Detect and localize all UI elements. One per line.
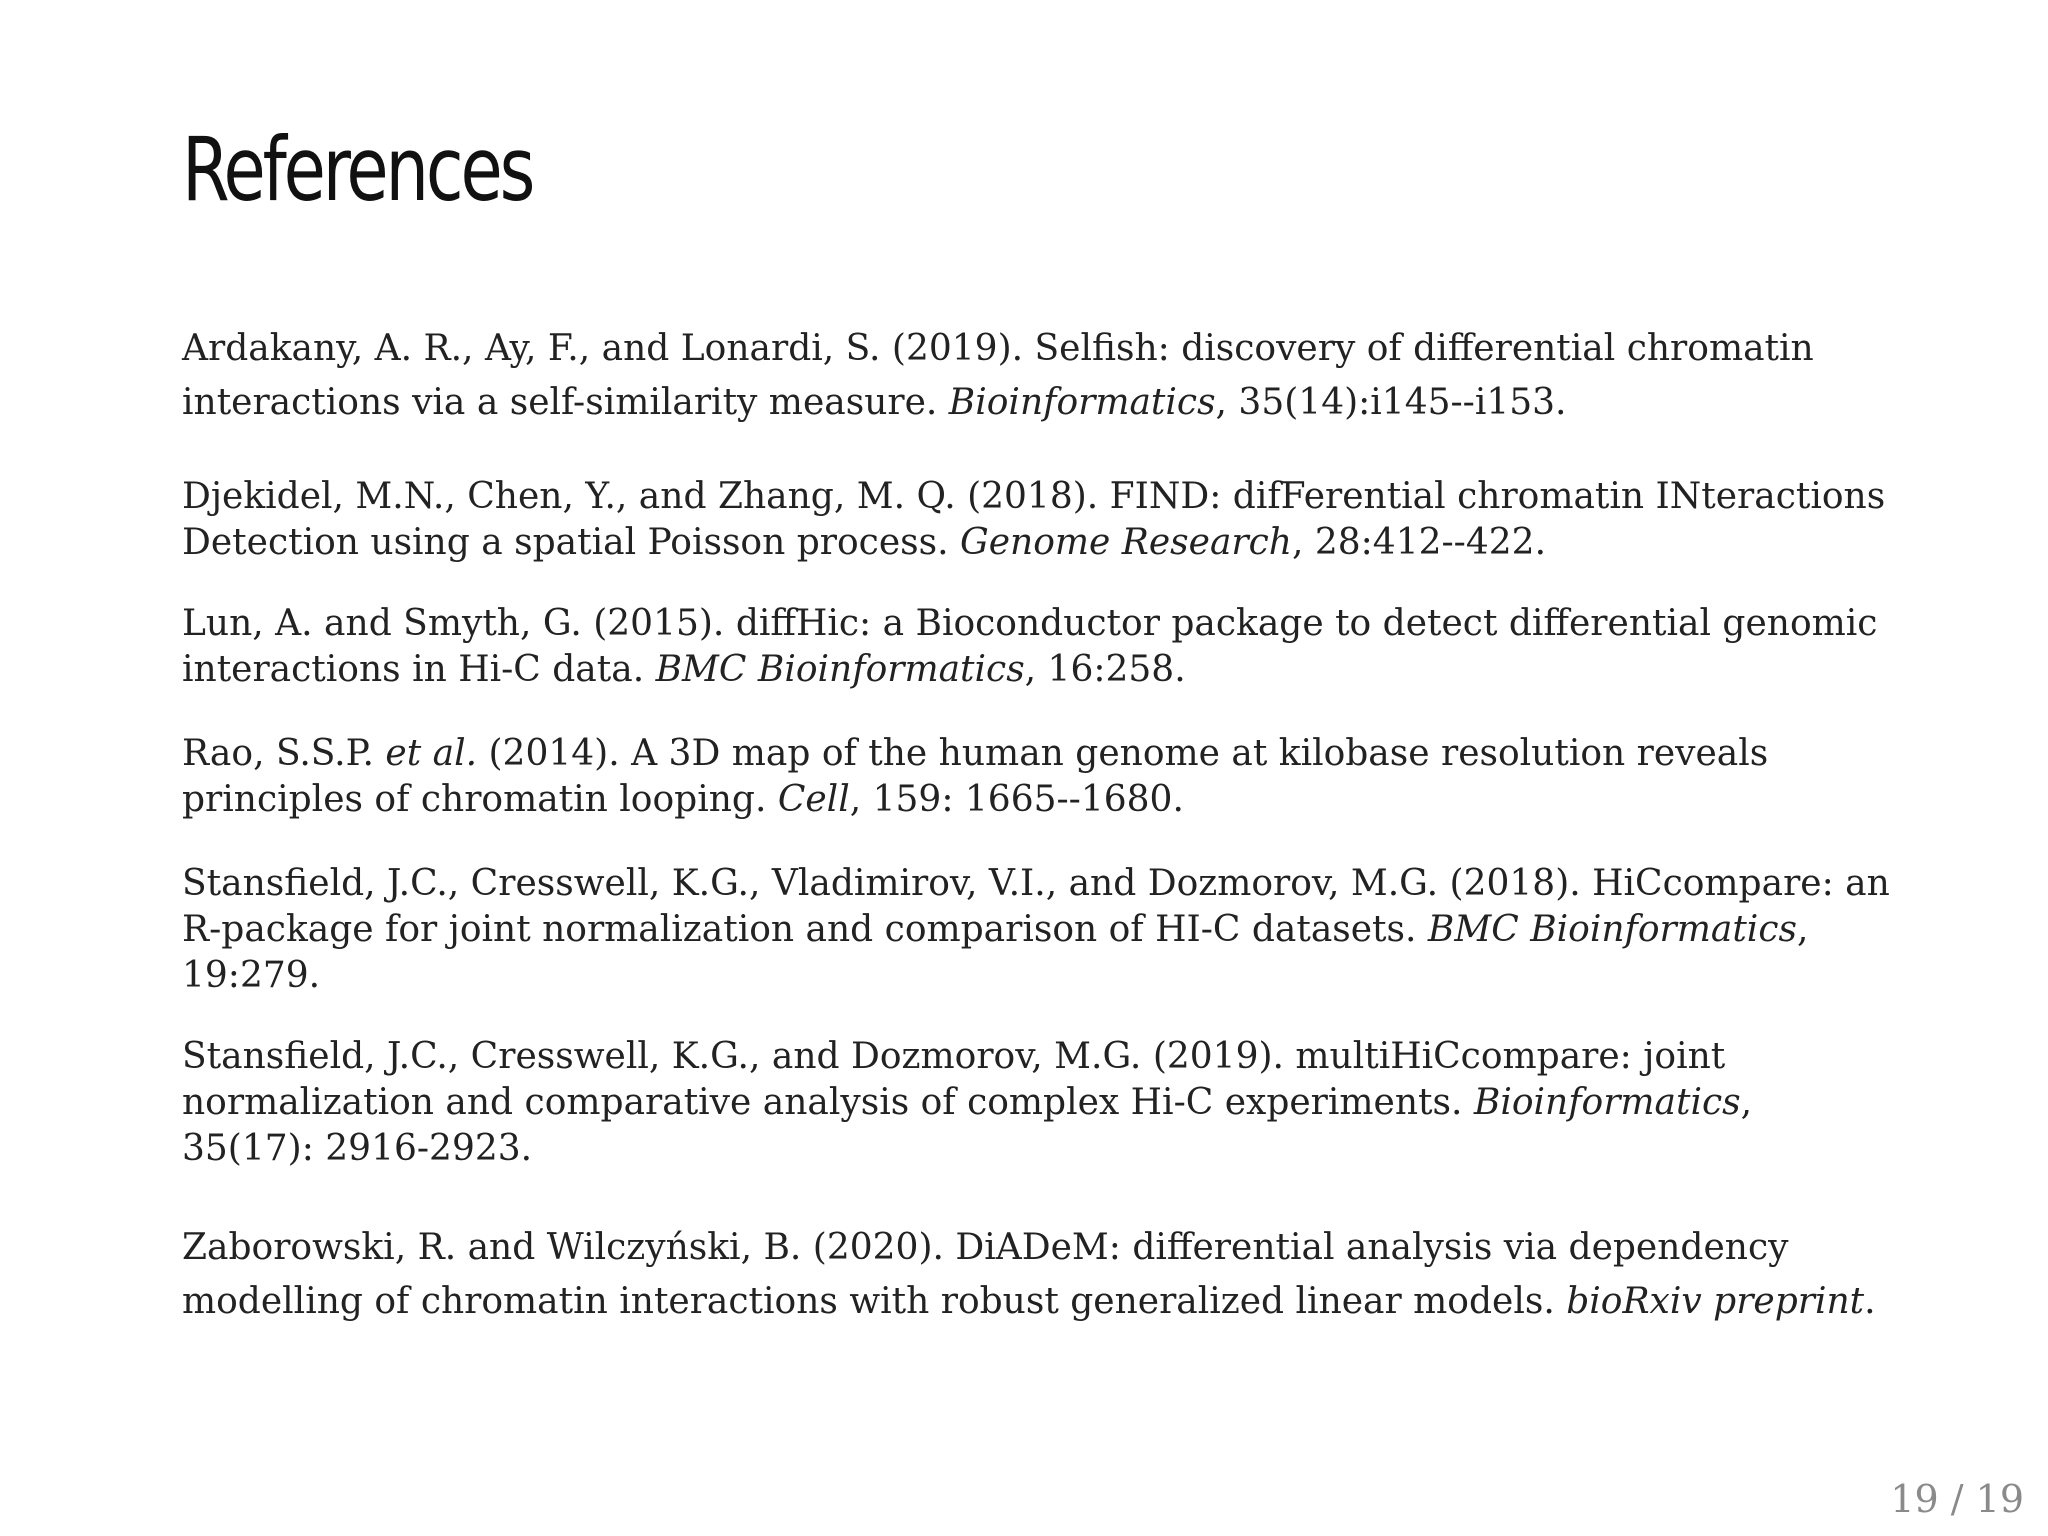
reference-text: Detection using a spatial Poisson process. <box>182 522 960 563</box>
reference-citation: , 159: 1665--1680. <box>849 779 1184 820</box>
reference-entry-djekidel <box>182 474 1902 566</box>
reference-line <box>182 1080 1902 1126</box>
reference-citation: , <box>1796 909 1809 950</box>
reference-line: 35(17): 2916-2923. <box>182 1128 533 1169</box>
reference-line <box>182 520 1902 566</box>
reference-line <box>182 647 1902 693</box>
reference-entry-stansfield-2018 <box>182 861 1902 999</box>
reference-line: Stansfield, J.C., Cresswell, K.G., and Dozmorov, M.G. (2019). multiHiCcompare: joint <box>182 1036 1726 1077</box>
reference-line: 19:279. <box>182 955 321 996</box>
et-al: et al. <box>385 733 478 774</box>
page-number: 19 / 19 <box>1890 1477 2024 1521</box>
reference-citation: , 16:258. <box>1024 649 1186 690</box>
journal-name: Bioinformatics <box>948 382 1216 423</box>
reference-citation: , <box>1740 1082 1753 1123</box>
reference-line <box>182 731 1902 777</box>
reference-line <box>182 777 1902 823</box>
journal-name: Bioinformatics <box>1473 1082 1741 1123</box>
journal-name: BMC Bioinformatics <box>655 649 1025 690</box>
reference-text: normalization and comparative analysis of complex Hi-C experiments. <box>182 1082 1474 1123</box>
reference-entry-stansfield-2019 <box>182 1034 1902 1172</box>
reference-line: Zaborowski, R. and Wilczyński, B. (2020). DiADeM: differential analysis via dependency <box>182 1227 1789 1268</box>
reference-line: Ardakany, A. R., Ay, F., and Lonardi, S. (2019). Selfish: discovery of differential chromatin <box>182 328 1814 369</box>
reference-citation: , 35(14):i145--i153. <box>1215 382 1567 423</box>
slide-title: References <box>182 118 533 221</box>
reference-text: interactions in Hi-C data. <box>182 649 656 690</box>
journal-name: Cell <box>777 779 850 820</box>
reference-line <box>182 907 1902 953</box>
reference-text: principles of chromatin looping. <box>182 779 778 820</box>
reference-text: Rao, S.S.P. <box>182 733 386 774</box>
journal-name: BMC Bioinformatics <box>1427 909 1797 950</box>
reference-entry-lun <box>182 601 1902 693</box>
reference-citation: , 28:412--422. <box>1291 522 1547 563</box>
reference-text: R-package for joint normalization and comparison of HI-C datasets. <box>182 909 1428 950</box>
reference-line: Stansfield, J.C., Cresswell, K.G., Vladimirov, V.I., and Dozmorov, M.G. (2018). HiCcompare: an <box>182 863 1890 904</box>
reference-entry-rao <box>182 731 1902 823</box>
reference-text: (2014). A 3D map of the human genome at kilobase resolution reveals <box>477 733 1769 774</box>
reference-line <box>182 380 1902 426</box>
reference-text: interactions via a self-similarity measure. <box>182 382 949 423</box>
reference-line <box>182 1279 1902 1325</box>
journal-name: Genome Research <box>959 522 1292 563</box>
reference-citation: . <box>1864 1281 1876 1322</box>
reference-line: Djekidel, M.N., Chen, Y., and Zhang, M. Q. (2018). FIND: difFerential chromatin INteractions <box>182 476 1886 517</box>
reference-entry-zaborowski <box>182 1225 1902 1325</box>
reference-entry-ardakany <box>182 326 1902 426</box>
reference-text: modelling of chromatin interactions with robust generalized linear models. <box>182 1281 1567 1322</box>
reference-line: Lun, A. and Smyth, G. (2015). diffHic: a Bioconductor package to detect differential genomic <box>182 603 1878 644</box>
journal-name: bioRxiv preprint <box>1566 1281 1865 1322</box>
